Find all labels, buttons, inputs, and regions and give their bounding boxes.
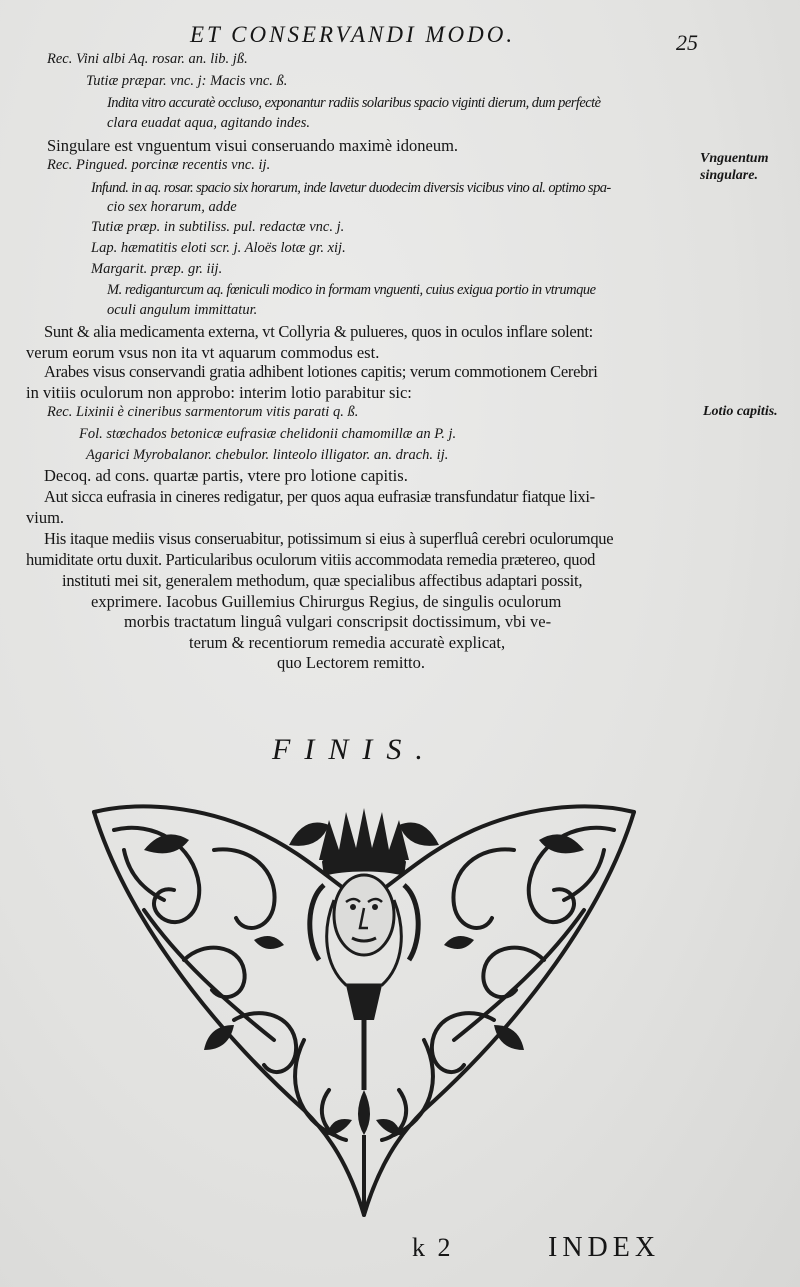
- text-line: Tutiæ præp. in subtiliss. pul. redactæ vnc. j.: [91, 219, 345, 235]
- text-line: vium.: [26, 508, 65, 527]
- margin-note-line: Vnguentum: [700, 151, 769, 166]
- text-line: Rec. Lixinii è cineribus sarmentorum vitis parati q. ß.: [47, 404, 359, 420]
- text-line: terum & recentiorum remedia accuratè explicat,: [189, 633, 506, 652]
- text-line: quo Lectorem remitto.: [277, 653, 425, 672]
- margin-note-line: singulare.: [700, 168, 758, 183]
- woodcut-ornament: [84, 790, 644, 1225]
- text-line: verum eorum vsus non ita vt aquarum commodus est.: [26, 343, 380, 362]
- text-line: Sunt & alia medicamenta externa, vt Collyria & pulueres, quos in oculos inflare solent:: [44, 322, 593, 341]
- signature-mark: k 2: [412, 1233, 454, 1262]
- text-line: oculi angulum immittatur.: [107, 302, 258, 318]
- text-line: Lap. hæmatitis eloti scr. j. Aloës lotæ gr. xij.: [91, 240, 346, 256]
- text-line: Indita vitro accuratè occluso, exponantur radiis solaribus spacio viginti dierum, dum perfectè: [107, 95, 601, 111]
- text-line: Rec. Pingued. porcinæ recentis vnc. ij.: [47, 157, 271, 173]
- text-line: humiditate ortu duxit. Particularibus oculorum vitiis accommodata remedia prætereo, quod: [26, 550, 596, 569]
- text-line: instituti mei sit, generalem methodum, quæ specialibus affectibus adaptari possit,: [62, 571, 583, 590]
- text-line: clara euadat aqua, agitando indes.: [107, 115, 310, 131]
- text-line: Singulare est vnguentum visui conseruando maximè idoneum.: [47, 136, 459, 155]
- text-line: Tutiæ præpar. vnc. j: Macis vnc. ß.: [86, 73, 288, 89]
- margin-note-unguentum: [700, 150, 768, 184]
- text-line: in vitiis oculorum non approbo: interim lotio parabitur sic:: [26, 383, 412, 402]
- text-line: morbis tractatum linguâ vulgari conscripsit doctissimum, vbi ve-: [124, 612, 552, 631]
- text-line: Fol. stœchados betonicæ eufrasiæ chelidonii chamomillæ an P. j.: [79, 426, 457, 442]
- text-line: M. rediganturcum aq. fœniculi modico in formam vnguenti, cuius exigua portio in vtrumque: [107, 282, 596, 298]
- text-line: Margarit. præp. gr. iij.: [91, 261, 223, 277]
- finis-heading: FINIS.: [272, 733, 437, 766]
- margin-note-lotio: Lotio capitis.: [703, 404, 778, 419]
- text-line: His itaque mediis visus conseruabitur, potissimum si eius à superfluâ cerebri oculorumque: [44, 529, 614, 548]
- catchword: INDEX: [548, 1232, 661, 1263]
- text-line: Decoq. ad cons. quartæ partis, vtere pro lotione capitis.: [44, 466, 408, 485]
- text-line: Infund. in aq. rosar. spacio six horarum, inde lavetur duodecim diversis vicibus vino al. optimo spa-: [91, 180, 611, 196]
- text-line: exprimere. Iacobus Guillemius Chirurgus Regius, de singulis oculorum: [91, 592, 562, 611]
- text-line: cio sex horarum, adde: [107, 199, 237, 215]
- text-line: Rec. Vini albi Aq. rosar. an. lib. jß.: [47, 51, 248, 67]
- running-head: ET CONSERVANDI MODO.: [190, 22, 516, 47]
- text-line: Arabes visus conservandi gratia adhibent lotiones capitis; verum commotionem Cerebri: [44, 362, 598, 381]
- page-number: 25: [676, 30, 698, 55]
- text-line: Aut sicca eufrasia in cineres redigatur, per quos aqua eufrasiæ transfundatur fiatque lixi-: [44, 487, 595, 506]
- text-line: Agarici Myrobalanor. chebulor. linteolo illigator. an. drach. ij.: [86, 447, 449, 463]
